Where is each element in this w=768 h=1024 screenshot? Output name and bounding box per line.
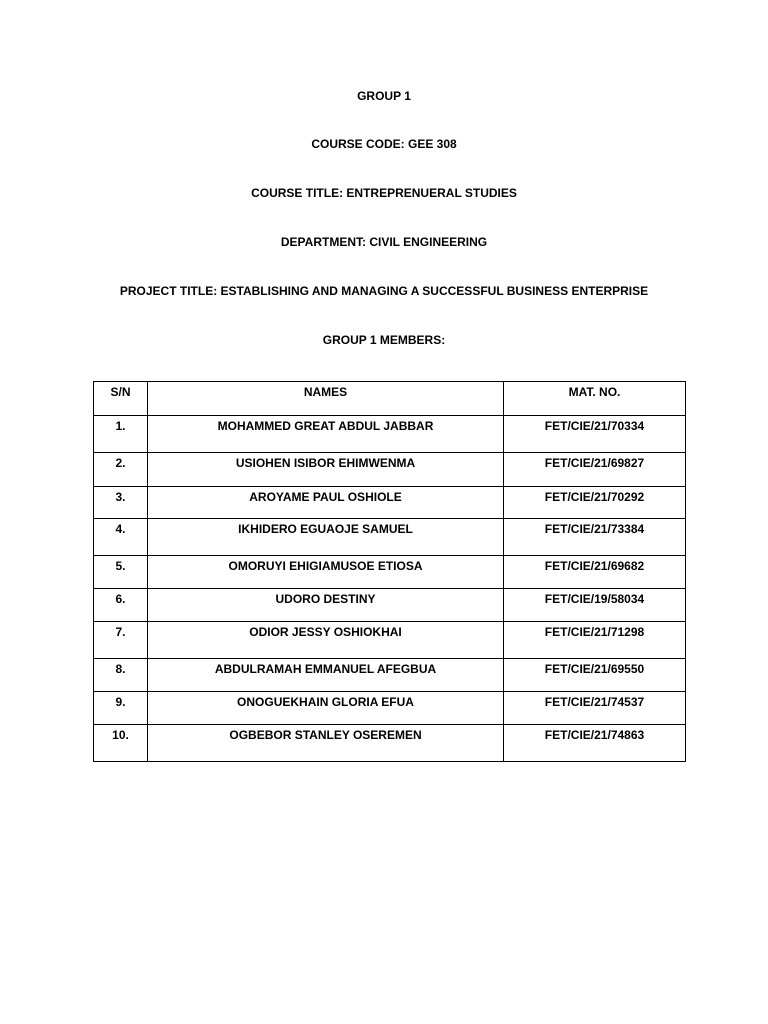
cell-mat-no: FET/CIE/21/70334 <box>504 416 686 453</box>
cell-sn: 10. <box>94 725 148 762</box>
cell-sn: 4. <box>94 519 148 556</box>
table-header-row <box>94 382 686 416</box>
header-sn: S/N <box>94 382 148 416</box>
header-mat-no: MAT. NO. <box>504 382 686 416</box>
cell-name: MOHAMMED GREAT ABDUL JABBAR <box>148 416 504 453</box>
cell-name: ODIOR JESSY OSHIOKHAI <box>148 622 504 659</box>
cell-sn: 7. <box>94 622 148 659</box>
table-row <box>94 556 686 589</box>
table-row <box>94 416 686 453</box>
cell-mat-no: FET/CIE/19/58034 <box>504 589 686 622</box>
table-row <box>94 453 686 487</box>
members-table <box>93 381 686 762</box>
table-row <box>94 589 686 622</box>
table-row <box>94 487 686 519</box>
table-row <box>94 725 686 762</box>
department: DEPARTMENT: CIVIL ENGINEERING <box>280 235 488 249</box>
cell-mat-no: FET/CIE/21/73384 <box>504 519 686 556</box>
members-heading: GROUP 1 MEMBERS: <box>322 333 446 347</box>
cell-sn: 6. <box>94 589 148 622</box>
cell-sn: 3. <box>94 487 148 519</box>
cell-name: USIOHEN ISIBOR EHIMWENMA <box>148 453 504 487</box>
cell-sn: 8. <box>94 659 148 692</box>
cell-mat-no: FET/CIE/21/69827 <box>504 453 686 487</box>
header-names: NAMES <box>148 382 504 416</box>
table-row <box>94 692 686 725</box>
table-row <box>94 519 686 556</box>
cell-mat-no: FET/CIE/21/69682 <box>504 556 686 589</box>
project-title: PROJECT TITLE: ESTABLISHING AND MANAGING A SUCCESSFUL BUSINESS ENTERPRISE <box>119 284 649 298</box>
cell-name: IKHIDERO EGUAOJE SAMUEL <box>148 519 504 556</box>
cell-name: ABDULRAMAH EMMANUEL AFEGBUA <box>148 659 504 692</box>
group-title: GROUP 1 <box>357 89 411 103</box>
cell-mat-no: FET/CIE/21/74537 <box>504 692 686 725</box>
course-code: COURSE CODE: GEE 308 <box>311 137 457 151</box>
table-row <box>94 622 686 659</box>
cell-mat-no: FET/CIE/21/74863 <box>504 725 686 762</box>
cell-name: OMORUYI EHIGIAMUSOE ETIOSA <box>148 556 504 589</box>
cell-mat-no: FET/CIE/21/69550 <box>504 659 686 692</box>
cell-name: AROYAME PAUL OSHIOLE <box>148 487 504 519</box>
course-title: COURSE TITLE: ENTREPRENUERAL STUDIES <box>251 186 517 200</box>
cell-sn: 5. <box>94 556 148 589</box>
cell-sn: 9. <box>94 692 148 725</box>
cell-mat-no: FET/CIE/21/71298 <box>504 622 686 659</box>
cell-name: OGBEBOR STANLEY OSEREMEN <box>148 725 504 762</box>
cell-name: UDORO DESTINY <box>148 589 504 622</box>
cell-sn: 1. <box>94 416 148 453</box>
cell-mat-no: FET/CIE/21/70292 <box>504 487 686 519</box>
cell-name: ONOGUEKHAIN GLORIA EFUA <box>148 692 504 725</box>
table-row <box>94 659 686 692</box>
cell-sn: 2. <box>94 453 148 487</box>
